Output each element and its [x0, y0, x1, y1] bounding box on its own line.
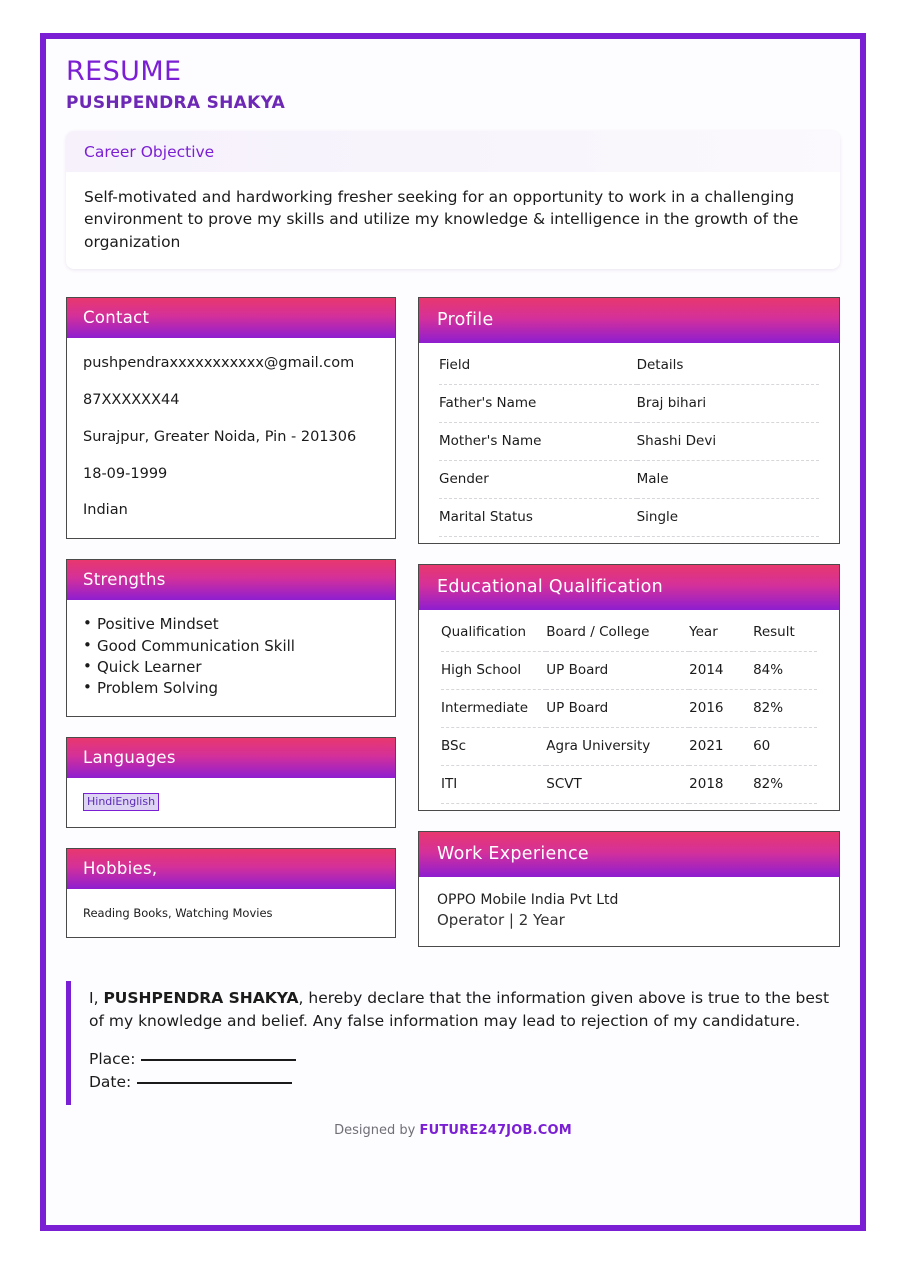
resume-page	[40, 33, 866, 1231]
table-row	[439, 461, 819, 499]
right-column	[418, 297, 840, 967]
profile-cell-label: Gender	[439, 461, 637, 499]
table-row	[441, 766, 817, 804]
table-row	[441, 690, 817, 728]
contact-phone: 87XXXXXX44	[83, 391, 180, 408]
languages-body	[67, 778, 395, 828]
profile-cell-value: Single	[637, 499, 819, 537]
contact-card	[66, 297, 396, 539]
education-cell-result: 60	[753, 728, 817, 766]
education-cell-qualification: High School	[441, 652, 546, 690]
profile-col-field: Field	[439, 353, 637, 385]
education-cell-board: UP Board	[546, 690, 689, 728]
profile-cell-label: Father's Name	[439, 385, 637, 423]
declaration-date-line	[89, 1071, 830, 1094]
declaration-name: PUSHPENDRA SHAKYA	[103, 989, 299, 1008]
education-cell-board: Agra University	[546, 728, 689, 766]
footer	[66, 1105, 840, 1138]
declaration-block	[66, 981, 840, 1104]
work-experience-card	[418, 831, 840, 947]
table-row	[439, 385, 819, 423]
profile-heading: Profile	[419, 298, 839, 343]
education-cell-result: 84%	[753, 652, 817, 690]
work-role: Operator | 2 Year	[437, 910, 565, 929]
left-column	[66, 297, 396, 958]
education-col-qualification: Qualification	[441, 620, 546, 652]
education-table	[441, 620, 817, 804]
profile-cell-value: Braj bihari	[637, 385, 819, 423]
contact-email: pushpendraxxxxxxxxxxx@gmail.com	[83, 355, 355, 372]
declaration-suffix: , hereby declare that the information given above is true to the best of my knowledge and belief. Any false information may lead to rejection of my candidature.	[89, 989, 830, 1030]
list-item: • Positive Mindset	[83, 614, 379, 635]
work-experience-heading: Work Experience	[419, 832, 839, 877]
education-card	[418, 564, 840, 811]
education-cell-board: UP Board	[546, 652, 689, 690]
page-title: RESUME	[66, 56, 182, 87]
profile-cell-label: Marital Status	[439, 499, 637, 537]
profile-col-details: Details	[637, 353, 819, 385]
footer-brand[interactable]: FUTURE247JOB.COM	[419, 1122, 572, 1138]
declaration-place-rule	[141, 1059, 296, 1061]
education-cell-year: 2016	[689, 690, 753, 728]
list-item: • Good Communication Skill	[83, 636, 379, 657]
education-col-board: Board / College	[546, 620, 689, 652]
contact-nationality: Indian	[83, 502, 128, 519]
table-row	[441, 652, 817, 690]
declaration-prefix: I,	[89, 989, 104, 1008]
strengths-body	[67, 600, 395, 715]
education-cell-qualification: ITI	[441, 766, 546, 804]
list-item: • Quick Learner	[83, 657, 379, 678]
profile-cell-value: Shashi Devi	[637, 423, 819, 461]
career-objective-text: Self-motivated and hardworking fresher seeking for an opportunity to work in a challenging environment to prove my skills and utilize my knowledge & intelligence in the growth of the organization	[84, 187, 799, 251]
career-objective-card	[66, 131, 840, 269]
declaration-place-line	[89, 1048, 830, 1071]
contact-dob: 18-09-1999	[83, 465, 168, 482]
table-row	[441, 728, 817, 766]
declaration-date-label: Date:	[89, 1073, 132, 1092]
contact-heading: Contact	[67, 298, 395, 338]
table-row	[439, 353, 819, 385]
education-cell-year: 2014	[689, 652, 753, 690]
education-heading: Educational Qualification	[419, 565, 839, 610]
resume-inner	[46, 39, 860, 1138]
contact-body	[67, 338, 395, 538]
education-body	[419, 610, 839, 810]
hobbies-heading: Hobbies,	[67, 849, 395, 889]
education-col-year: Year	[689, 620, 753, 652]
profile-body	[419, 343, 839, 543]
profile-cell-label: Mother's Name	[439, 423, 637, 461]
work-company: OPPO Mobile India Pvt Ltd	[437, 892, 619, 909]
declaration-place-label: Place:	[89, 1050, 136, 1069]
education-cell-board: SCVT	[546, 766, 689, 804]
hobbies-body	[67, 889, 395, 937]
table-row	[441, 620, 817, 652]
education-cell-qualification: Intermediate	[441, 690, 546, 728]
list-item: • Problem Solving	[83, 678, 379, 699]
profile-card	[418, 297, 840, 544]
education-cell-year: 2018	[689, 766, 753, 804]
footer-prefix: Designed by	[334, 1122, 420, 1138]
declaration-date-rule	[137, 1082, 292, 1084]
education-col-result: Result	[753, 620, 817, 652]
education-cell-result: 82%	[753, 690, 817, 728]
career-objective-heading: Career Objective	[66, 131, 840, 172]
work-experience-body	[419, 877, 839, 946]
strengths-list	[83, 614, 379, 699]
education-cell-year: 2021	[689, 728, 753, 766]
table-row	[439, 423, 819, 461]
declaration-text	[89, 987, 830, 1032]
strengths-heading: Strengths	[67, 560, 395, 600]
education-cell-qualification: BSc	[441, 728, 546, 766]
profile-table	[439, 353, 819, 537]
education-cell-result: 82%	[753, 766, 817, 804]
hobbies-card	[66, 848, 396, 938]
contact-address: Surajpur, Greater Noida, Pin - 201306	[83, 428, 357, 445]
profile-cell-value: Male	[637, 461, 819, 499]
strengths-card	[66, 559, 396, 716]
resume-columns	[66, 297, 840, 967]
candidate-name: PUSHPENDRA SHAKYA	[66, 92, 286, 113]
languages-card	[66, 737, 396, 829]
languages-value[interactable]: HindiEnglish	[83, 793, 159, 812]
table-row	[439, 499, 819, 537]
languages-heading: Languages	[67, 738, 395, 778]
hobbies-value: Reading Books, Watching Movies	[83, 906, 273, 921]
